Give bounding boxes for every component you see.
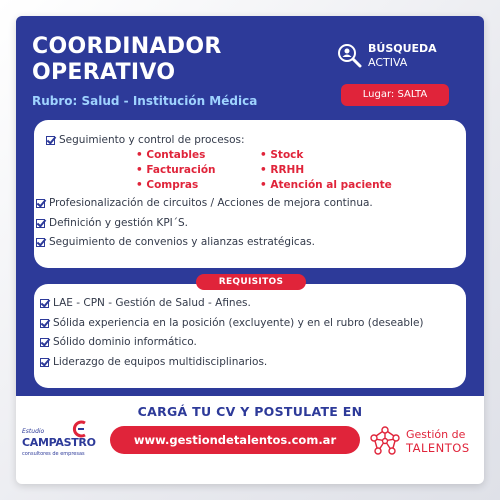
logo-studio-text: Estudio: [22, 428, 45, 435]
process-item: • Stock: [260, 149, 303, 161]
requirement-item: [40, 336, 197, 348]
requirement-item: [40, 317, 424, 329]
logo-name-text: CAMPASTRO: [22, 436, 96, 449]
process-item: • Atención al paciente: [260, 179, 392, 191]
checkbox-icon: [36, 199, 45, 208]
task-intro: [46, 134, 245, 146]
industry-subtitle: Rubro: Salud - Institución Médica: [32, 94, 258, 108]
checkbox-icon: [40, 338, 49, 347]
checkbox-icon: [40, 358, 49, 367]
task-intro-text: Seguimiento y control de procesos:: [59, 134, 245, 146]
network-icon: [368, 424, 402, 458]
task-item: [36, 197, 373, 209]
task-item-text: Profesionalización de circuitos / Acciones de mejora continua.: [49, 197, 373, 209]
search-bold-label: BÚSQUEDA: [368, 42, 437, 55]
process-item: • Facturación: [136, 164, 216, 176]
requirements-label: REQUISITOS: [196, 274, 306, 290]
task-item: [36, 217, 188, 229]
checkbox-icon: [46, 136, 55, 145]
job-title: [32, 34, 222, 86]
requirement-item: [40, 297, 251, 309]
search-rest-label: ACTIVA: [368, 56, 408, 69]
checkbox-icon: [40, 299, 49, 308]
requirement-text: LAE - CPN - Gestión de Salud - Afines.: [53, 297, 251, 309]
task-item-text: Definición y gestión KPI´S.: [49, 217, 189, 229]
logo-tagline-text: consultores de empresas: [22, 451, 85, 457]
active-search-badge: [336, 40, 456, 76]
magnifier-person-icon: [336, 42, 362, 68]
website-link[interactable]: www.gestiondetalentos.com.ar: [110, 426, 360, 454]
call-to-action: CARGÁ TU CV Y POSTULATE EN: [137, 404, 363, 419]
logo-line1: Gestión de: [406, 428, 466, 441]
gestion-talentos-logo: [368, 422, 478, 462]
checkbox-icon: [40, 319, 49, 328]
logo-line2: TALENTOS: [406, 441, 470, 455]
task-item-text: Seguimiento de convenios y alianzas estratégicas.: [49, 236, 315, 248]
requirement-text: Sólida experiencia en la posición (excluyente) y en el rubro (deseable): [53, 317, 424, 329]
requirement-text: Liderazgo de equipos multidisciplinarios.: [53, 356, 268, 368]
requirement-text: Sólido dominio informático.: [53, 336, 197, 348]
task-item: [36, 236, 315, 248]
checkbox-icon: [36, 238, 45, 247]
process-item: • RRHH: [260, 164, 304, 176]
job-title-line2: OPERATIVO: [32, 60, 176, 85]
checkbox-icon: [36, 219, 45, 228]
job-title-line1: COORDINADOR: [32, 34, 222, 59]
requirement-item: [40, 356, 267, 368]
campastro-logo: [22, 420, 98, 464]
process-item: • Contables: [136, 149, 205, 161]
job-post-card: [16, 16, 484, 484]
active-search-label: [368, 42, 437, 70]
location-badge: Lugar: SALTA: [341, 84, 449, 106]
process-item: • Compras: [136, 179, 198, 191]
